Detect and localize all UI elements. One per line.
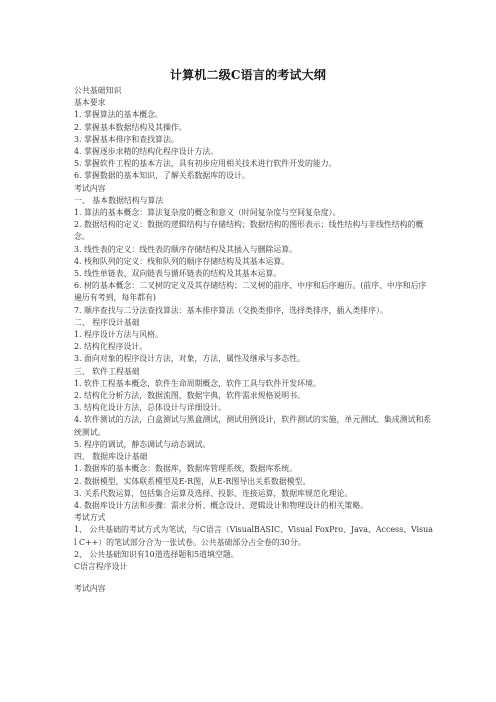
paragraph-gap xyxy=(74,573,434,583)
subsection-heading: 一、 基本数据结构与算法 xyxy=(74,195,164,205)
list-item: 1. 程序设计方法与风格。 xyxy=(74,330,163,340)
subsection-heading: 四、 数据库设计基础 xyxy=(74,452,148,462)
list-item: 2、 公共基础知识有10道选择题和5道填空题。 xyxy=(74,549,239,559)
list-item: 2. 数据结构的定义：数据的逻辑结构与存储结构；数据结构的图形表示；线性结构与非线性结构的概念。 xyxy=(74,220,424,242)
list-item: 5. 程序的调试，静态调试与动态调试。 xyxy=(74,439,211,449)
section-heading: 基本要求 xyxy=(74,98,106,108)
list-item: 6. 树的基本概念：二叉树的定义及其存储结构；二叉树的前序、中序和后序遍历。(前序、中序和后序遍历有考到，每年都有) xyxy=(74,281,427,303)
list-item: 4. 掌握逐步求精的结构化程序设计方法。 xyxy=(74,147,219,157)
list-item: 2. 数据模型，实体联系模型及E-R图，从E-R图导出关系数据模型。 xyxy=(74,476,311,486)
list-item: 5. 掌握软件工程的基本方法，具有初步应用相关技术进行软件开发的能力。 xyxy=(74,159,337,169)
list-item: 5. 线性单链表、双向链表与循环链表的结构及其基本运算。 xyxy=(74,269,282,279)
list-item: 2. 掌握基本数据结构及其操作。 xyxy=(74,122,187,132)
list-item: 3. 掌握基本排序和查找算法。 xyxy=(74,134,179,144)
list-item: 1. 软件工程基本概念，软件生命周期概念，软件工具与软件开发环境。 xyxy=(74,378,321,388)
list-item: 4. 软件测试的方法，白盒测试与黑盒测试，测试用例设计，软件测试的实施，单元测试、集成测试和系统测试。 xyxy=(74,415,432,437)
section-heading: 考试内容 xyxy=(74,183,106,193)
document-title: 计算机二级C语言的考试大纲 xyxy=(169,68,327,82)
list-item: 1. 算法的基本概念：算法复杂度的概念和意义（时间复杂度与空间复杂度）。 xyxy=(74,208,341,218)
subsection-heading: 三、 软件工程基础 xyxy=(74,366,140,376)
list-item: 3. 线性表的定义：线性表的顺序存储结构及其插入与删除运算。 xyxy=(74,244,298,254)
document-body xyxy=(74,85,434,595)
list-item: 1. 掌握算法的基本概念。 xyxy=(74,110,163,120)
list-item: 6. 掌握数据的基本知识，了解关系数据库的设计。 xyxy=(74,171,250,181)
list-item: 4. 数据库设计方法和步骤：需求分析、概念设计、逻辑设计和物理设计的相关策略。 xyxy=(74,500,369,510)
list-item: 1. 数据库的基本概念：数据库，数据库管理系统，数据库系统。 xyxy=(74,464,298,474)
list-item: 4. 栈和队列的定义：栈和队列的顺序存储结构及其基本运算。 xyxy=(74,256,290,266)
section-heading: 考试方式 xyxy=(74,513,106,523)
list-item: 1、 公共基础的考试方式为笔试，与C语言（VisualBASIC、Visual FoxPro、Java、Access、Visual C++）的笔试部分合为一张试卷。公共基础部分占全卷的30分。 xyxy=(74,525,433,547)
list-item: 3. 结构化设计方法，总体设计与详细设计。 xyxy=(74,403,227,413)
list-item: 3. 关系代数运算，包括集合运算及选择、投影、连接运算，数据库规范化理论。 xyxy=(74,488,353,498)
section-heading: 考试内容 xyxy=(74,584,106,594)
section-heading: C语言程序设计 xyxy=(74,561,128,571)
list-item: 3. 面向对象的程序设计方法，对象，方法，属性及继承与多态性。 xyxy=(74,354,305,364)
list-item: 2. 结构化分析方法，数据流图，数据字典，软件需求规格说明书。 xyxy=(74,391,305,401)
list-item: 2. 结构化程序设计。 xyxy=(74,342,148,352)
section-heading: 公共基础知识 xyxy=(74,86,122,95)
list-item: 7. 顺序查找与二分法查找算法：基本排序算法（交换类排序，选择类排序，插入类排序）。 xyxy=(74,305,388,315)
subsection-heading: 二、 程序设计基础 xyxy=(74,317,140,327)
